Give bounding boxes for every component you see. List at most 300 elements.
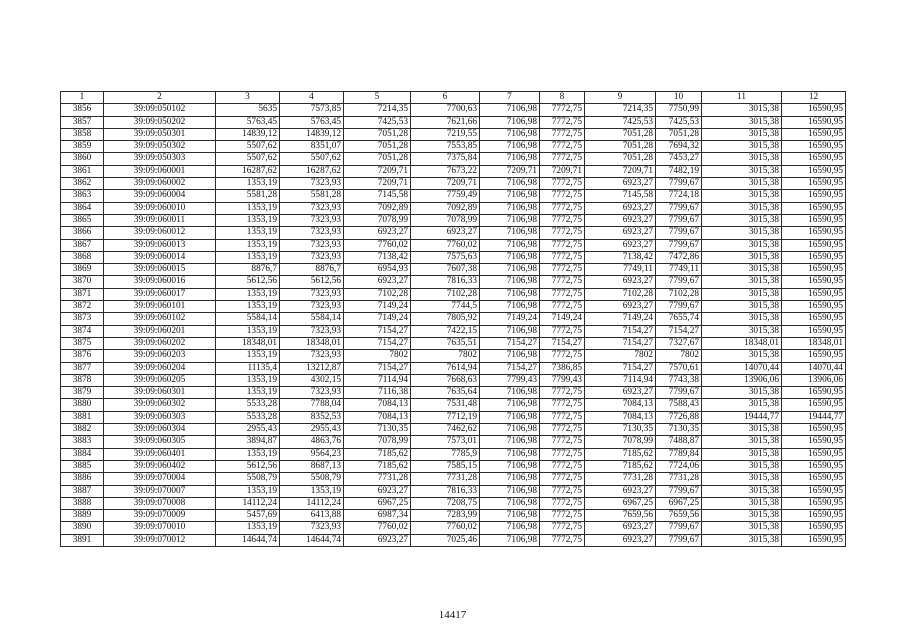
table-cell: 3015,38 [702, 153, 782, 165]
table-cell: 3887 [61, 485, 104, 497]
table-cell: 7422,15 [411, 325, 480, 337]
table-cell: 7772,75 [540, 214, 585, 226]
table-cell: 5612,56 [216, 460, 280, 472]
table-cell: 7772,75 [540, 387, 585, 399]
table-cell: 7668,63 [411, 374, 480, 386]
table-cell: 16590,95 [782, 165, 846, 177]
table-row [61, 141, 846, 153]
table-cell: 39:09:060202 [104, 337, 216, 349]
table-cell: 13906,06 [702, 374, 782, 386]
table-cell: 7772,75 [540, 239, 585, 251]
table-cell: 7116,38 [344, 387, 411, 399]
table-cell: 7102,28 [411, 288, 480, 300]
table-cell: 7130,35 [656, 424, 702, 436]
table-row [61, 436, 846, 448]
table-cell: 7138,42 [585, 251, 656, 263]
table-cell: 3015,38 [702, 436, 782, 448]
table-cell: 7214,35 [585, 104, 656, 116]
table-cell: 39:09:070008 [104, 497, 216, 509]
table-cell: 39:09:060302 [104, 399, 216, 411]
table-cell: 16590,95 [782, 460, 846, 472]
table-cell: 7772,75 [540, 128, 585, 140]
table-row [61, 178, 846, 190]
table-cell: 7106,98 [480, 202, 540, 214]
table-cell: 5457,69 [216, 510, 280, 522]
table-cell: 39:09:060017 [104, 288, 216, 300]
table-cell: 7772,75 [540, 522, 585, 534]
table-cell: 7760,02 [411, 522, 480, 534]
table-cell: 7149,24 [585, 313, 656, 325]
table-cell: 7772,75 [540, 411, 585, 423]
table-cell: 39:09:050301 [104, 128, 216, 140]
table-cell: 7488,87 [656, 436, 702, 448]
table-cell: 7149,24 [480, 313, 540, 325]
table-cell: 7106,98 [480, 301, 540, 313]
table-cell: 1353,19 [216, 288, 280, 300]
table-cell: 14839,12 [280, 128, 344, 140]
table-cell: 7209,71 [411, 178, 480, 190]
table-cell: 16287,62 [216, 165, 280, 177]
table-cell: 3869 [61, 264, 104, 276]
table-cell: 7106,98 [480, 534, 540, 546]
table-cell: 16590,95 [782, 251, 846, 263]
table-cell: 7425,53 [656, 116, 702, 128]
table-cell: 7772,75 [540, 264, 585, 276]
table-cell: 7772,75 [540, 424, 585, 436]
table-cell: 39:09:060304 [104, 424, 216, 436]
table-cell: 7114,94 [585, 374, 656, 386]
table-cell: 7816,33 [411, 276, 480, 288]
table-cell: 6923,27 [585, 276, 656, 288]
column-header: 7 [480, 92, 540, 104]
table-cell: 7772,75 [540, 448, 585, 460]
table-cell: 7084,13 [585, 399, 656, 411]
table-cell: 6923,27 [585, 522, 656, 534]
table-cell: 3015,38 [702, 104, 782, 116]
table-cell: 1353,19 [280, 485, 344, 497]
table-cell: 6923,27 [585, 202, 656, 214]
table-cell: 7106,98 [480, 251, 540, 263]
table-cell: 7607,38 [411, 264, 480, 276]
table-cell: 39:09:060013 [104, 239, 216, 251]
table-row [61, 165, 846, 177]
column-header: 5 [344, 92, 411, 104]
table-cell: 16590,95 [782, 178, 846, 190]
table-row [61, 227, 846, 239]
table-cell: 7209,71 [344, 178, 411, 190]
table-cell: 14112,24 [216, 497, 280, 509]
table-cell: 6923,27 [585, 178, 656, 190]
table-cell: 6923,27 [585, 534, 656, 546]
table-cell: 16590,95 [782, 510, 846, 522]
table-cell: 1353,19 [216, 387, 280, 399]
table-cell: 7323,93 [280, 239, 344, 251]
table-cell: 7084,13 [344, 399, 411, 411]
table-cell: 14839,12 [216, 128, 280, 140]
table-cell: 3015,38 [702, 251, 782, 263]
table-cell: 7731,28 [585, 473, 656, 485]
table-cell: 3015,38 [702, 534, 782, 546]
table-cell: 1353,19 [216, 374, 280, 386]
table-cell: 7805,92 [411, 313, 480, 325]
table-cell: 7323,93 [280, 227, 344, 239]
table-cell: 7635,51 [411, 337, 480, 349]
table-cell: 7802 [585, 350, 656, 362]
table-cell: 39:09:060102 [104, 313, 216, 325]
table-cell: 6923,27 [411, 227, 480, 239]
table-cell: 7724,18 [656, 190, 702, 202]
table-cell: 1353,19 [216, 214, 280, 226]
table-cell: 7749,11 [585, 264, 656, 276]
table-cell: 3870 [61, 276, 104, 288]
table-cell: 5584,14 [216, 313, 280, 325]
table-cell: 7655,74 [656, 313, 702, 325]
table-cell: 1353,19 [216, 325, 280, 337]
table-cell: 16590,95 [782, 301, 846, 313]
table-cell: 7744,5 [411, 301, 480, 313]
table-cell: 7149,24 [540, 313, 585, 325]
table-cell: 7106,98 [480, 436, 540, 448]
table-cell: 7154,27 [585, 325, 656, 337]
table-cell: 8876,7 [280, 264, 344, 276]
column-header: 11 [702, 92, 782, 104]
table-cell: 13906,06 [782, 374, 846, 386]
table-cell: 3015,38 [702, 497, 782, 509]
table-cell: 7102,28 [656, 288, 702, 300]
table-cell: 7799,67 [656, 485, 702, 497]
table-cell: 39:09:060002 [104, 178, 216, 190]
table-cell: 7788,04 [280, 399, 344, 411]
table-cell: 39:09:070012 [104, 534, 216, 546]
table-cell: 7760,02 [344, 239, 411, 251]
table-cell: 7323,93 [280, 301, 344, 313]
table-cell: 39:09:060014 [104, 251, 216, 263]
table-cell: 7106,98 [480, 510, 540, 522]
table-row [61, 485, 846, 497]
table-cell: 3015,38 [702, 510, 782, 522]
table-cell: 7585,15 [411, 460, 480, 472]
table-cell: 3015,38 [702, 325, 782, 337]
table-cell: 3891 [61, 534, 104, 546]
table-cell: 7209,71 [585, 165, 656, 177]
table-cell: 3894,87 [216, 436, 280, 448]
table-cell: 7772,75 [540, 276, 585, 288]
table-cell: 8351,07 [280, 141, 344, 153]
table-cell: 6967,25 [656, 497, 702, 509]
table-cell: 7106,98 [480, 522, 540, 534]
table-cell: 7799,43 [540, 374, 585, 386]
table-cell: 3888 [61, 497, 104, 509]
table-cell: 3874 [61, 325, 104, 337]
table-row [61, 190, 846, 202]
table-cell: 7106,98 [480, 485, 540, 497]
table-cell: 39:09:060204 [104, 362, 216, 374]
table-cell: 6954,93 [344, 264, 411, 276]
table-cell: 39:09:060012 [104, 227, 216, 239]
table-cell: 16590,95 [782, 276, 846, 288]
table-cell: 7154,27 [585, 362, 656, 374]
table-cell: 7106,98 [480, 288, 540, 300]
table-cell: 3015,38 [702, 522, 782, 534]
table-cell: 4302,15 [280, 374, 344, 386]
table-row [61, 510, 846, 522]
table-cell: 5612,56 [280, 276, 344, 288]
table-row [61, 239, 846, 251]
table-cell: 3859 [61, 141, 104, 153]
table-cell: 16590,95 [782, 436, 846, 448]
table-cell: 7154,27 [656, 325, 702, 337]
table-cell: 7772,75 [540, 399, 585, 411]
table-cell: 7799,67 [656, 301, 702, 313]
table-cell: 7209,71 [344, 165, 411, 177]
table-cell: 7772,75 [540, 288, 585, 300]
table-cell: 1353,19 [216, 522, 280, 534]
table-row [61, 362, 846, 374]
table-cell: 3889 [61, 510, 104, 522]
table-row [61, 387, 846, 399]
table-cell: 7712,19 [411, 411, 480, 423]
table-cell: 7726,88 [656, 411, 702, 423]
table-cell: 7114,94 [344, 374, 411, 386]
table-cell: 3879 [61, 387, 104, 399]
table-cell: 39:09:070009 [104, 510, 216, 522]
table-cell: 7106,98 [480, 128, 540, 140]
table-cell: 5581,28 [280, 190, 344, 202]
table-cell: 7772,75 [540, 460, 585, 472]
table-cell: 7772,75 [540, 178, 585, 190]
table-cell: 7375,84 [411, 153, 480, 165]
table-cell: 7084,13 [585, 411, 656, 423]
table-cell: 9564,23 [280, 448, 344, 460]
table-cell: 8687,13 [280, 460, 344, 472]
table-cell: 7106,98 [480, 153, 540, 165]
table-cell: 7106,98 [480, 448, 540, 460]
table-cell: 6413,88 [280, 510, 344, 522]
table-cell: 8876,7 [216, 264, 280, 276]
table-cell: 3884 [61, 448, 104, 460]
table-cell: 3015,38 [702, 276, 782, 288]
table-cell: 1353,19 [216, 202, 280, 214]
table-cell: 16590,95 [782, 399, 846, 411]
table-cell: 39:09:070004 [104, 473, 216, 485]
table-cell: 6967,25 [344, 497, 411, 509]
table-cell: 6923,27 [585, 239, 656, 251]
table-cell: 6923,27 [585, 214, 656, 226]
table-row [61, 473, 846, 485]
table-cell: 7283,99 [411, 510, 480, 522]
table-cell: 6923,27 [585, 485, 656, 497]
table-cell: 3015,38 [702, 239, 782, 251]
table-cell: 3015,38 [702, 178, 782, 190]
table-cell: 7106,98 [480, 239, 540, 251]
table-cell: 3890 [61, 522, 104, 534]
table-cell: 3873 [61, 313, 104, 325]
column-header: 6 [411, 92, 480, 104]
table-cell: 7106,98 [480, 460, 540, 472]
table-cell: 16590,95 [782, 313, 846, 325]
table-cell: 39:09:060011 [104, 214, 216, 226]
table-cell: 7138,42 [344, 251, 411, 263]
table-cell: 7106,98 [480, 424, 540, 436]
table-cell: 7154,27 [480, 337, 540, 349]
table-cell: 7185,62 [344, 460, 411, 472]
table-cell: 7799,67 [656, 534, 702, 546]
table-body [61, 104, 846, 547]
table-cell: 7185,62 [585, 460, 656, 472]
table-cell: 7724,06 [656, 460, 702, 472]
table-cell: 3872 [61, 301, 104, 313]
table-cell: 7102,28 [585, 288, 656, 300]
table-cell: 6923,27 [585, 227, 656, 239]
table-cell: 7154,27 [344, 337, 411, 349]
table-cell: 3015,38 [702, 288, 782, 300]
table-cell: 3866 [61, 227, 104, 239]
table-cell: 7102,28 [344, 288, 411, 300]
table-cell: 5508,79 [280, 473, 344, 485]
table-cell: 7799,67 [656, 202, 702, 214]
table-cell: 7731,28 [411, 473, 480, 485]
table-row [61, 276, 846, 288]
table-cell: 39:09:050202 [104, 116, 216, 128]
table-cell: 16590,95 [782, 522, 846, 534]
table-cell: 3015,38 [702, 473, 782, 485]
table-cell: 7051,28 [585, 141, 656, 153]
table-cell: 16590,95 [782, 534, 846, 546]
table-cell: 7482,19 [656, 165, 702, 177]
table-cell: 3015,38 [702, 165, 782, 177]
table-cell: 3015,38 [702, 350, 782, 362]
header-row [61, 92, 846, 104]
table-cell: 3880 [61, 399, 104, 411]
table-row [61, 534, 846, 546]
table-row [61, 460, 846, 472]
table-cell: 7472,86 [656, 251, 702, 263]
table-cell: 7743,38 [656, 374, 702, 386]
table-cell: 7106,98 [480, 411, 540, 423]
table-cell: 1353,19 [216, 239, 280, 251]
table-cell: 7799,67 [656, 227, 702, 239]
table-cell: 1353,19 [216, 350, 280, 362]
table-cell: 5763,45 [280, 116, 344, 128]
table-cell: 16590,95 [782, 104, 846, 116]
table-cell: 7323,93 [280, 251, 344, 263]
table-cell: 5507,62 [216, 153, 280, 165]
column-header: 10 [656, 92, 702, 104]
column-header: 12 [782, 92, 846, 104]
table-cell: 7106,98 [480, 264, 540, 276]
table-cell: 7772,75 [540, 227, 585, 239]
table-cell: 7106,98 [480, 399, 540, 411]
table-cell: 16287,62 [280, 165, 344, 177]
table-cell: 7673,22 [411, 165, 480, 177]
table-cell: 7772,75 [540, 350, 585, 362]
table-cell: 6923,27 [585, 387, 656, 399]
table-cell: 5581,28 [216, 190, 280, 202]
table-cell: 3015,38 [702, 485, 782, 497]
table-cell: 3015,38 [702, 116, 782, 128]
table-cell: 16590,95 [782, 325, 846, 337]
table-cell: 7106,98 [480, 190, 540, 202]
table-row [61, 251, 846, 263]
table-cell: 7323,93 [280, 178, 344, 190]
table-cell: 16590,95 [782, 141, 846, 153]
table-cell: 6923,27 [344, 485, 411, 497]
table-cell: 16590,95 [782, 128, 846, 140]
table-cell: 14070,44 [782, 362, 846, 374]
table-cell: 7573,85 [280, 104, 344, 116]
table-cell: 7323,93 [280, 387, 344, 399]
table-row [61, 104, 846, 116]
table-cell: 7785,9 [411, 448, 480, 460]
table-cell: 16590,95 [782, 153, 846, 165]
table-cell: 7149,24 [344, 313, 411, 325]
table-cell: 3867 [61, 239, 104, 251]
table-cell: 5508,79 [216, 473, 280, 485]
table-cell: 3015,38 [702, 424, 782, 436]
table-cell: 7802 [411, 350, 480, 362]
table-cell: 3015,38 [702, 227, 782, 239]
table-cell: 7789,84 [656, 448, 702, 460]
table-cell: 7323,93 [280, 214, 344, 226]
table-cell: 3015,38 [702, 214, 782, 226]
table-cell: 7323,93 [280, 288, 344, 300]
table-cell: 7323,93 [280, 522, 344, 534]
table-cell: 7760,02 [411, 239, 480, 251]
table-cell: 7092,89 [411, 202, 480, 214]
table-row [61, 424, 846, 436]
table-cell: 39:09:070010 [104, 522, 216, 534]
table-cell: 3865 [61, 214, 104, 226]
table-row [61, 325, 846, 337]
table-cell: 3886 [61, 473, 104, 485]
table-cell: 3882 [61, 424, 104, 436]
table-cell: 16590,95 [782, 239, 846, 251]
table-cell: 16590,95 [782, 448, 846, 460]
table-row [61, 264, 846, 276]
table-cell: 7799,67 [656, 239, 702, 251]
table-cell: 39:09:060402 [104, 460, 216, 472]
table-cell: 3883 [61, 436, 104, 448]
table-cell: 7092,89 [344, 202, 411, 214]
table-cell: 3856 [61, 104, 104, 116]
table-cell: 7106,98 [480, 178, 540, 190]
table-cell: 3858 [61, 128, 104, 140]
table-cell: 7694,32 [656, 141, 702, 153]
table-cell: 7145,58 [585, 190, 656, 202]
table-cell: 7799,67 [656, 276, 702, 288]
table-cell: 7078,99 [411, 214, 480, 226]
table-cell: 7386,85 [540, 362, 585, 374]
table-cell: 7659,56 [656, 510, 702, 522]
table-cell: 5507,62 [216, 141, 280, 153]
table-cell: 7327,67 [656, 337, 702, 349]
table-cell: 3878 [61, 374, 104, 386]
table-cell: 7051,28 [344, 153, 411, 165]
table-cell: 7614,94 [411, 362, 480, 374]
table-cell: 7772,75 [540, 497, 585, 509]
table-cell: 7750,99 [656, 104, 702, 116]
page-number: 14417 [438, 609, 467, 621]
table-row [61, 214, 846, 226]
table-cell: 14112,24 [280, 497, 344, 509]
table-cell: 7106,98 [480, 141, 540, 153]
table-cell: 2955,43 [216, 424, 280, 436]
table-cell: 7772,75 [540, 485, 585, 497]
table-cell: 3871 [61, 288, 104, 300]
table-cell: 3861 [61, 165, 104, 177]
data-table [60, 91, 846, 547]
table-cell: 14644,74 [216, 534, 280, 546]
